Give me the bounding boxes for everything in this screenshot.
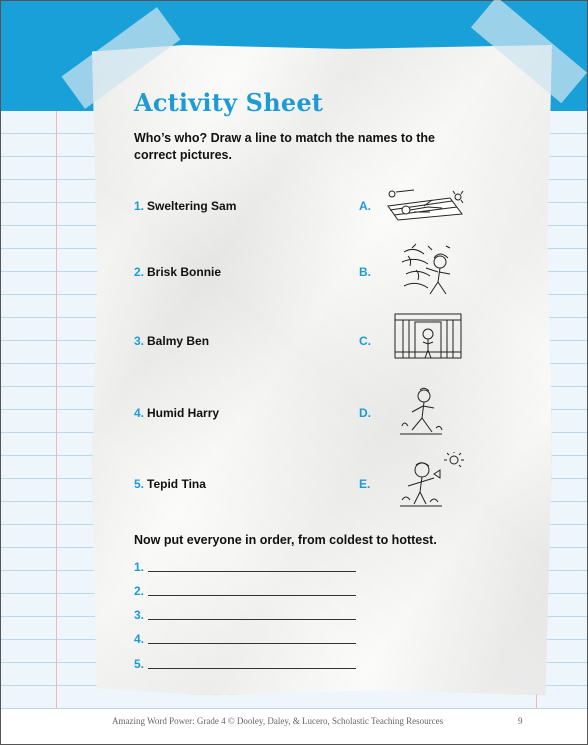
name-item <box>134 477 206 491</box>
order-answer-line[interactable] <box>148 619 356 620</box>
margin-line-left <box>56 111 57 709</box>
order-answer-line[interactable] <box>148 595 356 596</box>
person-walking-icon <box>398 386 444 440</box>
name-label: Tepid Tina <box>147 477 206 491</box>
person-sunbathing-on-towel-icon <box>384 188 470 222</box>
order-number: 4. <box>134 632 145 646</box>
name-item <box>134 199 236 213</box>
person-in-doorway-icon <box>393 312 463 360</box>
name-number: 2. <box>134 265 145 279</box>
name-number: 4. <box>134 406 145 420</box>
name-number: 3. <box>134 334 145 348</box>
name-item <box>134 334 209 348</box>
name-label: Sweltering Sam <box>147 199 237 213</box>
name-label: Humid Harry <box>147 406 220 420</box>
order-number: 5. <box>134 657 145 671</box>
order-answer-line[interactable] <box>148 571 356 572</box>
order-number: 2. <box>134 584 145 598</box>
picture-letter-b: B. <box>359 265 371 279</box>
person-fanning-in-sun-icon <box>396 452 466 510</box>
order-heading: Now put everyone in order, from coldest to hottest. <box>134 533 437 547</box>
order-answer-line[interactable] <box>148 668 356 669</box>
picture-letter-a: A. <box>359 199 371 213</box>
order-number: 3. <box>134 608 145 622</box>
order-number: 1. <box>134 560 145 574</box>
picture-letter-c: C. <box>359 334 371 348</box>
instructions-text: Who’s who? Draw a line to match the names to the correct pictures. <box>134 131 435 162</box>
footer-credit: Amazing Word Power: Grade 4 © Dooley, Daley, & Lucero, Scholastic Teaching Resources <box>112 716 444 726</box>
picture-letter-e: E. <box>359 477 371 491</box>
picture-letter-d: D. <box>359 406 371 420</box>
name-item <box>134 265 221 279</box>
page-title: Activity Sheet <box>134 88 324 117</box>
page-number: 9 <box>518 716 523 726</box>
name-number: 5. <box>134 477 145 491</box>
person-in-blowing-wind-icon <box>398 242 462 300</box>
order-answer-line[interactable] <box>148 643 356 644</box>
name-label: Balmy Ben <box>147 334 210 348</box>
name-number: 1. <box>134 199 145 213</box>
name-item <box>134 406 219 420</box>
name-label: Brisk Bonnie <box>147 265 222 279</box>
footer-area <box>1 709 587 744</box>
